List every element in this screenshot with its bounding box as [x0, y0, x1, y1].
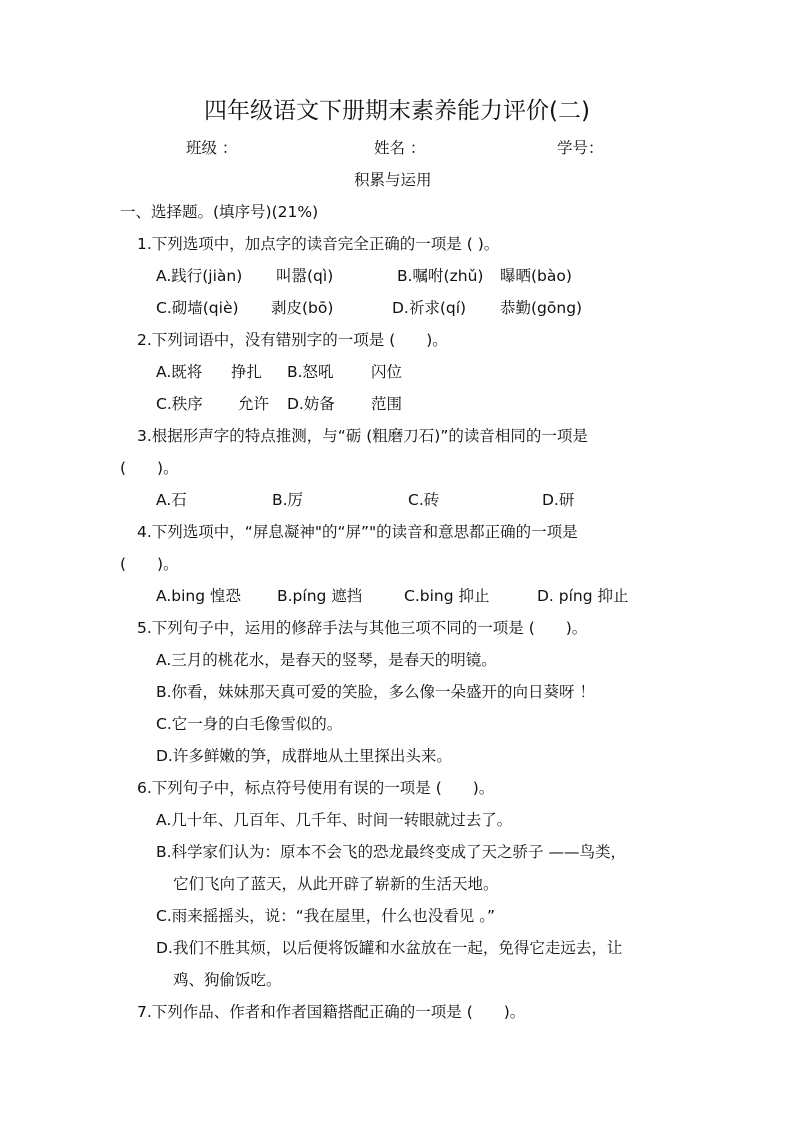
q5-option-d: D.许多鲜嫩的笋，成群地从土里探出头来。 — [156, 747, 452, 765]
q3-option-d: D.研 — [542, 491, 575, 509]
q1-option-a-word1: A.践行(jiàn) — [156, 267, 243, 285]
q3-option-c: C.砖 — [408, 491, 440, 509]
q1-option-a-word2: 叫嚣(qì) — [276, 267, 334, 285]
section-title: 积累与运用 — [354, 171, 432, 189]
q4-option-b: B.píng 遮挡 — [277, 587, 363, 605]
q1-option-c-word2: 剥皮(bō) — [271, 299, 334, 317]
q6-option-b-continuation: 它们飞向了蓝天，从此开辟了崭新的生活天地。 — [173, 875, 499, 893]
q1-option-d-word2: 恭勤(gōng) — [500, 299, 583, 317]
q2-option-c-word2: 允许 — [238, 395, 270, 413]
q1-option-b-word2: 曝晒(bào) — [500, 267, 572, 285]
question-1-stem: 1.下列选项中，加点字的读音完全正确的一项是 ( )。 — [137, 235, 500, 253]
q2-option-c-word1: C.秩序 — [156, 395, 203, 413]
question-4-stem: 4.下列选项中，“屏息凝神"的“屏”"的读音和意思都正确的一项是 — [137, 523, 578, 541]
q3-option-b: B.厉 — [272, 491, 304, 509]
q2-option-b-word2: 闪位 — [371, 363, 403, 381]
q4-option-a: A.bing 惶恐 — [156, 587, 241, 605]
q4-option-c: C.bing 抑止 — [404, 587, 490, 605]
question-4-stem-continuation: ( )。 — [120, 555, 179, 573]
question-3-stem: 3.根据形声字的特点推测，与“砺 (粗磨刀石)”的读音相同的一项是 — [137, 427, 588, 445]
q6-option-b: B.科学家们认为：原本不会飞的恐龙最终变成了天之骄子 ——鸟类， — [156, 843, 626, 861]
q1-option-d-word1: D.祈求(qí) — [392, 299, 467, 317]
q5-option-a: A.三月的桃花水，是春天的竖琴，是春天的明镜。 — [156, 651, 497, 669]
q1-option-b-word1: B.嘱咐(zhǔ) — [397, 267, 484, 285]
q5-option-b: B.你看，妹妹那天真可爱的笑脸，多么像一朵盛开的向日葵呀 ！ — [156, 683, 595, 701]
q2-option-b-word1: B.怒吼 — [287, 363, 334, 381]
q6-option-c: C.雨来摇摇头，说：“我在屋里，什么也没看见 。” — [156, 907, 495, 925]
q4-option-d: D. píng 抑止 — [537, 587, 629, 605]
question-7-stem: 7.下列作品、作者和作者国籍搭配正确的一项是 ( )。 — [137, 1003, 526, 1021]
q6-option-a: A.几十年、几百年、几千年、时间一转眼就过去了。 — [156, 811, 513, 829]
student-id-label: 学号： — [557, 139, 604, 157]
question-5-stem: 5.下列句子中，运用的修辞手法与其他三项不同的一项是 ( )。 — [137, 619, 588, 637]
q6-option-d-continuation: 鸡、狗偷饭吃。 — [173, 971, 282, 989]
name-label: 姓名 ： — [374, 139, 426, 157]
page-title: 四年级语文下册期末素养能力评价(二) — [204, 98, 590, 124]
question-3-stem-continuation: ( )。 — [120, 459, 179, 477]
part-heading: 一、选择题。(填序号)(21%) — [120, 203, 319, 221]
q2-option-a-word2: 挣扎 — [231, 363, 263, 381]
q5-option-c: C.它一身的白毛像雪似的。 — [156, 715, 343, 733]
question-2-stem: 2.下列词语中，没有错别字的一项是 ( )。 — [137, 331, 448, 349]
q6-option-d: D.我们不胜其烦，以后便将饭罐和水盆放在一起，免得它走远去，让 — [156, 939, 623, 957]
question-6-stem: 6.下列句子中，标点符号使用有误的一项是 ( )。 — [137, 779, 495, 797]
class-label: 班级 ： — [186, 139, 238, 157]
q3-option-a: A.石 — [156, 491, 187, 509]
q2-option-d-word1: D.妨备 — [287, 395, 335, 413]
q2-option-a-word1: A.既将 — [156, 363, 203, 381]
q1-option-c-word1: C.砌墙(qiè) — [156, 299, 239, 317]
q2-option-d-word2: 范围 — [371, 395, 403, 413]
